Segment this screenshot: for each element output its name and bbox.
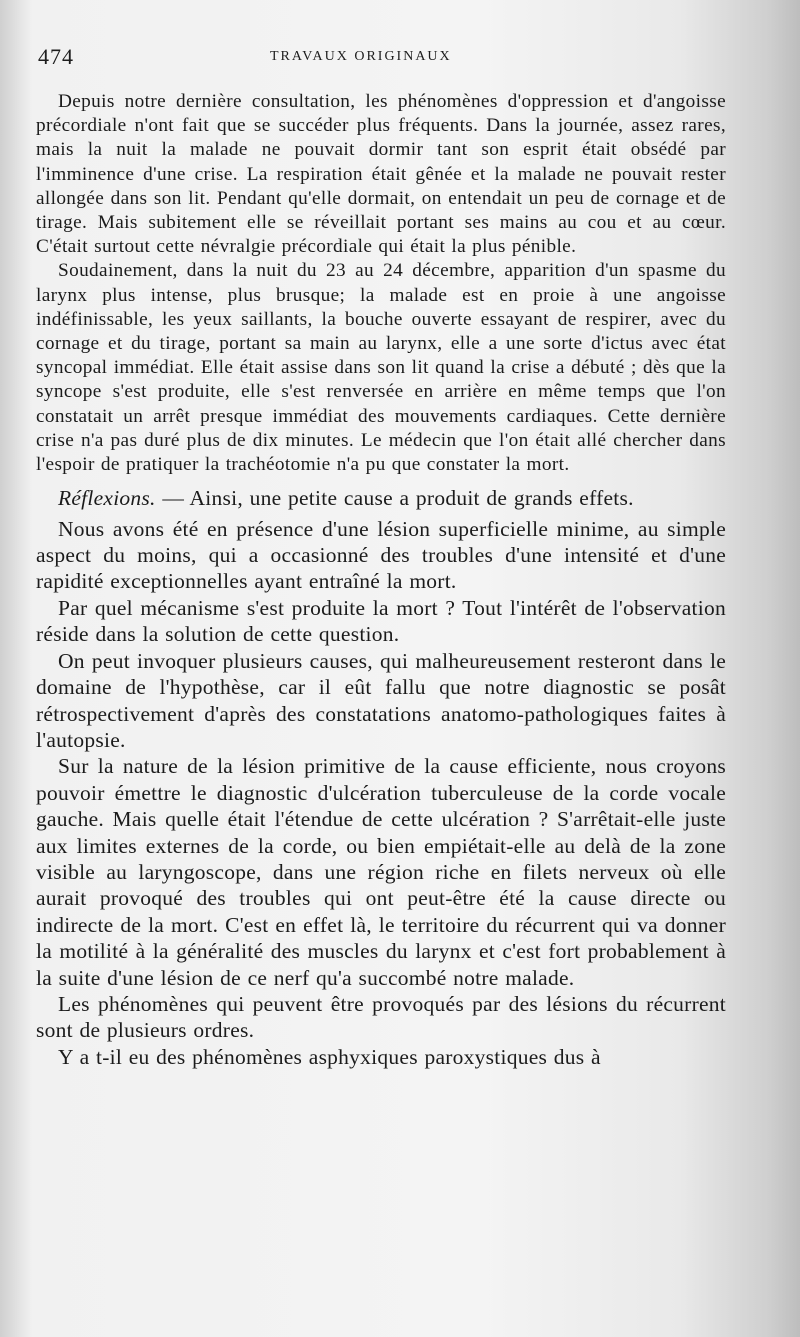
- page-number: 474: [38, 44, 74, 69]
- paragraph-oppression: Depuis notre dernière consultation, les phénomènes d'oppression et d'angoisse précordiale n'ont fait que se succéder plus fréquents. Dans la journée, assez rares, mais la nuit la malade ne pouvait dormir tant son esprit était obsédé par l'imminence d'une crise. La respiration était gênée et la malade ne pouvait rester allongée dans son lit. Pendant qu'elle dormait, on entendait un peu de cornage et de tirage. Mais subitement elle se réveillait portant ses mains au cou et au cœur. C'était surtout cette névralgie précordiale qui était la plus pénible.: [36, 91, 726, 258]
- reflexions-text: — Ainsi, une petite cause a produit de grands effets.: [155, 486, 634, 511]
- paragraph-reflexions: [36, 485, 726, 511]
- running-head: [38, 44, 748, 74]
- running-title: TRAVAUX ORIGINAUX: [270, 49, 452, 64]
- paragraph-causes: On peut invoquer plusieurs causes, qui malheureusement resteront dans le domaine de l'hypothèse, car il eût fallu que notre diagnostic se posât rétrospectivement d'après des constatations anatomo-pathologiques faites à l'autopsie.: [36, 648, 726, 752]
- paragraph-mecanisme: Par quel mécanisme s'est produite la mort ? Tout l'intérêt de l'observation réside dans la solution de cette question.: [36, 595, 726, 647]
- section-spacer: [36, 477, 726, 485]
- paragraph-asphyxiques: Y a t-il eu des phénomènes asphyxiques paroxystiques dus à: [58, 1044, 601, 1069]
- paragraph-lesion: Nous avons été en présence d'une lésion superficielle minime, au simple aspect du moins, qui a occasionné des troubles d'une intensité et d'une rapidité exceptionnelles ayant entraîné la mort.: [36, 516, 726, 594]
- reflexions-label: Réflexions.: [58, 486, 156, 511]
- paragraph-nature: Sur la nature de la lésion primitive de la cause efficiente, nous croyons pouvoir émettre le diagnostic d'ulcération tuberculeuse de la corde vocale gauche. Mais quelle était l'étendue de cette ulcération ? S'arrêtait-elle juste aux limites externes de la corde, ou bien empiétait-elle au delà de la zone visible au laryngoscope, dans une région riche en filets nerveux où elle aurait provoqué des troubles qui ont peut-être été la cause directe ou indirecte de la mort. C'est en effet là, le territoire du récurrent qui va donner la motilité à la généralité des muscles du larynx et c'est fort probablement à la suite d'une lésion de ce nerf qu'a succombé notre malade.: [36, 754, 726, 990]
- paragraph-spasme: Soudainement, dans la nuit du 23 au 24 décembre, apparition d'un spasme du larynx plus intense, plus brusque; la malade est en proie à une angoisse indéfinissable, les yeux saillants, la bouche ouverte essayant de respirer, avec du cornage et du tirage, portant sa main au larynx, elle a une sorte d'ictus avec état syncopal immédiat. Elle était assise dans son lit quand la crise a débuté ; dès que la syncope s'est produite, elle s'est renversée en arrière en même temps que l'on constatait un arrêt presque immédiat des mouvements cardiaques. Cette dernière crise n'a pas duré plus de dix minutes. Le médecin que l'on était allé chercher dans l'espoir de pratiquer la trachéotomie n'a pu que constater la mort.: [36, 260, 726, 476]
- body-text: [36, 90, 726, 1070]
- paragraph-recurrent: Les phénomènes qui peuvent être provoqués par des lésions du récurrent sont de plusieurs ordres.: [36, 991, 726, 1043]
